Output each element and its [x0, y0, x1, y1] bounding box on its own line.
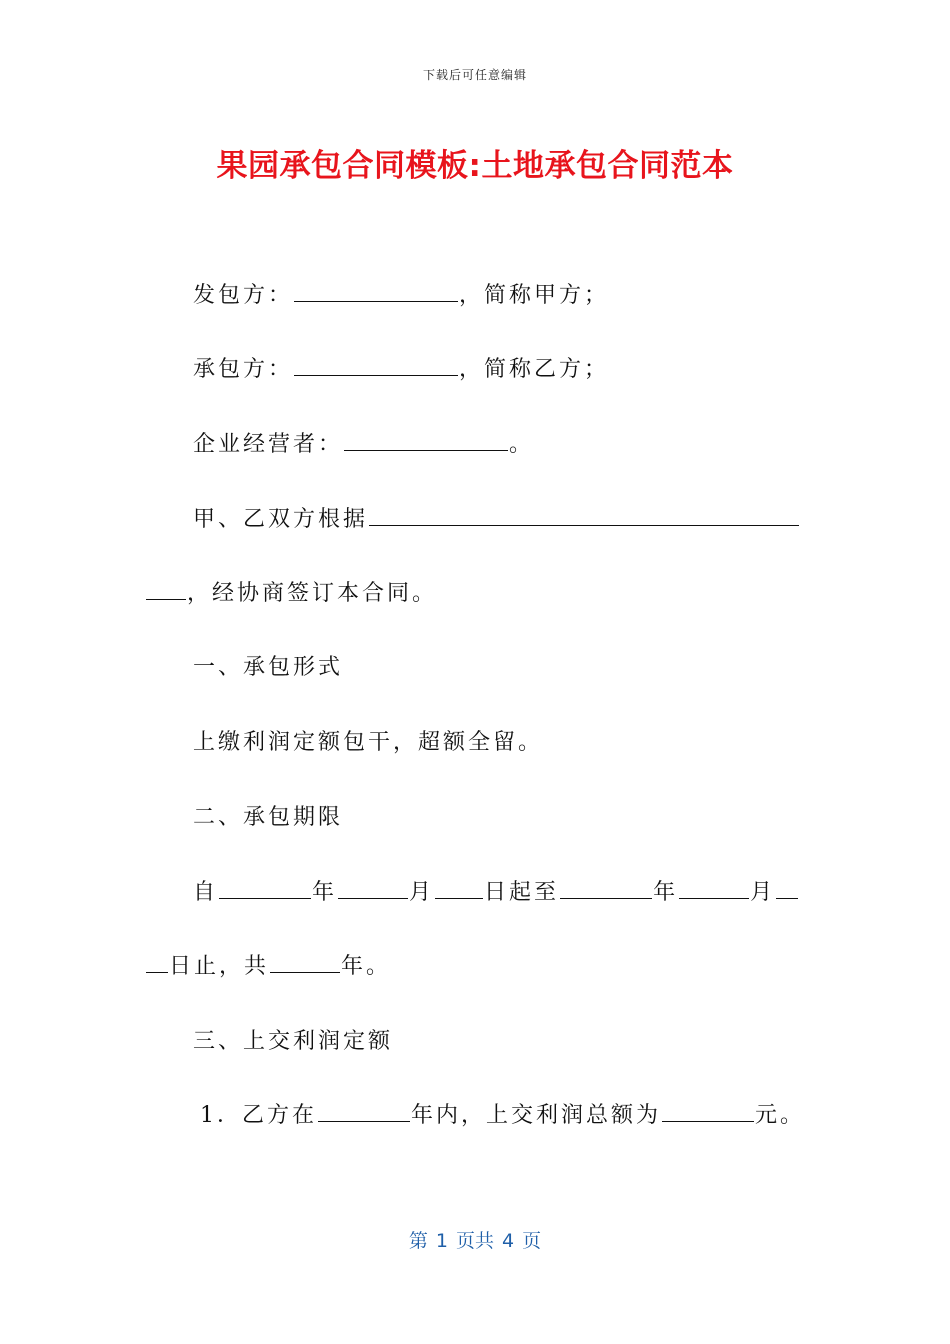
term-day-to: 日起至: [484, 880, 560, 905]
page-label-prefix: 第: [408, 1230, 428, 1252]
section1-heading: 一、承包形式: [193, 655, 344, 680]
term-month2: 月: [750, 880, 776, 905]
party-a-suffix: ，简称甲方；: [459, 283, 610, 308]
document-title: 果园承包合同模板:土地承包合同范本: [216, 148, 734, 184]
start-day-blank[interactable]: [435, 878, 483, 899]
page-label-suffix: 页: [522, 1230, 542, 1252]
party-b-line: [193, 355, 609, 385]
end-month-blank[interactable]: [679, 878, 749, 899]
item1-line: [200, 1101, 805, 1131]
start-month-blank[interactable]: [338, 878, 408, 899]
basis-continuation-line: [145, 579, 437, 609]
page-current: 1: [435, 1230, 448, 1252]
term-year1: 年: [312, 880, 338, 905]
end-day-blank-continued[interactable]: [146, 952, 168, 973]
end-year-blank[interactable]: [560, 878, 652, 899]
section2-heading: 二、承包期限: [193, 805, 344, 830]
item1-years-blank[interactable]: [318, 1101, 410, 1122]
term-year2: 年: [653, 880, 679, 905]
term-day-end: 日止，共: [169, 954, 270, 979]
basis-line: [193, 505, 800, 535]
item1-prefix: 乙方在: [242, 1103, 318, 1128]
page-total: 4: [502, 1230, 515, 1252]
term-from: 自: [193, 880, 219, 905]
term-month1: 月: [409, 880, 435, 905]
basis-blank-continued[interactable]: [146, 579, 186, 600]
operator-blank[interactable]: [344, 430, 508, 451]
item1-middle: 年内，上交利润总额为: [411, 1103, 662, 1128]
party-b-blank[interactable]: [294, 355, 458, 376]
item1-amount-blank[interactable]: [662, 1101, 754, 1122]
end-day-blank[interactable]: [776, 878, 798, 899]
operator-label: 企业经营者：: [193, 432, 344, 457]
basis-suffix: ，经协商签订本合同。: [187, 581, 438, 606]
operator-line: [193, 430, 534, 460]
term-years: 年。: [341, 954, 392, 979]
basis-prefix: 甲、乙双方根据: [193, 507, 369, 532]
total-years-blank[interactable]: [270, 952, 340, 973]
term-line: [193, 878, 799, 908]
basis-blank[interactable]: [369, 505, 799, 526]
page-label-middle: 页共: [455, 1230, 494, 1252]
operator-suffix: 。: [509, 432, 535, 457]
start-year-blank[interactable]: [219, 878, 311, 899]
party-b-suffix: ，简称乙方；: [459, 357, 610, 382]
section3-heading: 三、上交利润定额: [193, 1029, 394, 1054]
party-b-label: 承包方：: [193, 357, 294, 382]
page-footer: [0, 1226, 950, 1253]
item1-number: 1．: [200, 1103, 242, 1128]
party-a-label: 发包方：: [193, 283, 294, 308]
header-note: 下载后可任意编辑: [422, 68, 527, 82]
party-a-line: [193, 281, 609, 311]
term-continuation-line: [145, 952, 391, 982]
party-a-blank[interactable]: [294, 281, 458, 302]
section1-body: 上缴利润定额包干，超额全留。: [193, 730, 544, 755]
item1-suffix: 元。: [755, 1103, 806, 1128]
